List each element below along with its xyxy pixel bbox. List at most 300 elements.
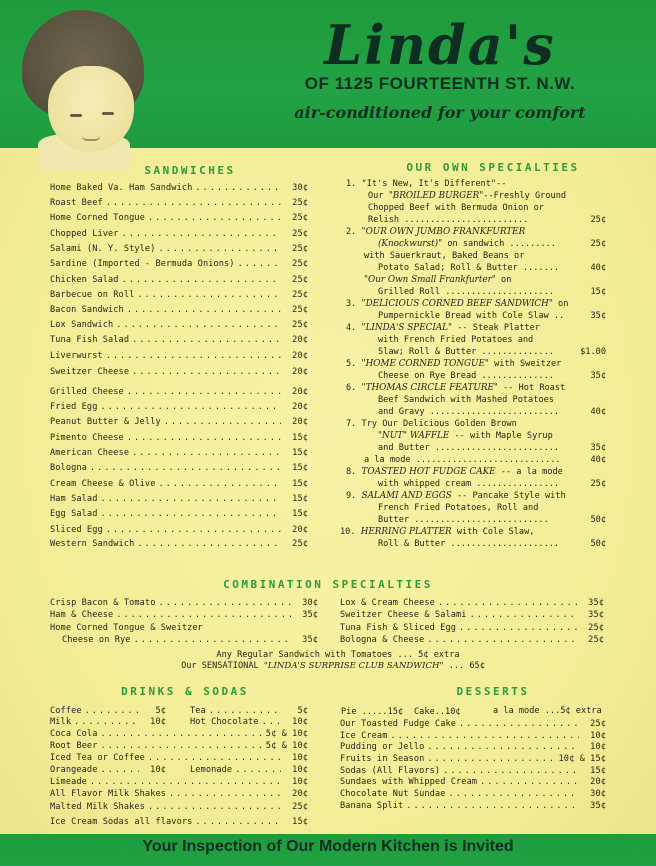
drink-item	[50, 706, 166, 717]
dot-leader	[127, 387, 281, 398]
club-note-prefix: Our SENSATIONAL	[181, 661, 264, 671]
item-price: 35¢	[588, 598, 604, 608]
sandwich-item	[50, 229, 308, 240]
specialty-name: "LINDA'S SPECIAL"	[361, 323, 453, 333]
item-price: 10¢	[150, 717, 166, 727]
item-price: 35¢	[302, 635, 318, 645]
dot-leader	[209, 706, 281, 717]
item-price: 25¢	[292, 802, 308, 812]
dot-leader	[235, 765, 281, 776]
dot-leader	[85, 706, 139, 717]
specialty-name: "BROILED BURGER"	[388, 191, 484, 201]
item-name: Fruits in Season	[340, 754, 425, 764]
specialty-price: 40¢	[590, 263, 606, 273]
dot-leader	[262, 717, 281, 728]
specialty-price: 35¢	[590, 311, 606, 321]
sandwich-item	[50, 463, 308, 474]
specialty-line	[346, 383, 565, 394]
item-name: Sardine (Imported - Bermuda Onions)	[50, 259, 235, 269]
dot-leader	[74, 717, 139, 728]
specialty-number: 3.	[346, 299, 357, 309]
sandwich-item	[50, 320, 308, 331]
specialty-number: 8.	[346, 467, 357, 477]
item-name: Limeade	[50, 777, 87, 787]
item-name: Pudding or Jello	[340, 742, 425, 752]
drink-item	[190, 717, 308, 728]
specialty-price: 40¢	[590, 407, 606, 417]
specialty-name: (Knockwurst)"	[378, 239, 443, 249]
drink-item	[50, 777, 308, 788]
item-price: 20¢	[292, 417, 308, 427]
specialty-price: $1.00	[580, 347, 606, 357]
item-name: Salami (N. Y. Style)	[50, 244, 156, 254]
item-price: 5¢	[155, 706, 166, 716]
item-name: Sliced Egg	[50, 525, 103, 535]
combo-item	[340, 635, 604, 646]
dot-leader	[406, 801, 579, 812]
specialty-text: and Butter ........................	[378, 443, 560, 453]
item-price: 25¢	[292, 290, 308, 300]
item-price: 10¢	[590, 742, 606, 752]
item-price: 15¢	[292, 479, 308, 489]
item-price: 30¢	[590, 789, 606, 799]
dot-leader	[390, 731, 579, 742]
item-price: 10¢	[292, 777, 308, 787]
item-price: 15¢	[292, 433, 308, 443]
specialty-number: 10.	[340, 527, 356, 537]
dot-leader	[134, 635, 291, 646]
section-title-desserts: DESSERTS	[456, 685, 530, 698]
specialty-price: 35¢	[590, 371, 606, 381]
item-price: 20¢	[292, 387, 308, 397]
specialty-text: with whipped cream ................	[378, 479, 560, 489]
dessert-item	[340, 742, 606, 753]
specialty-text: with French Fried Potatoes and	[378, 335, 534, 345]
item-price: 15¢	[292, 509, 308, 519]
specialty-line	[378, 539, 559, 550]
drink-item	[50, 729, 308, 740]
specialty-line	[346, 227, 525, 238]
item-price: 25¢	[292, 275, 308, 285]
drink-item	[50, 741, 308, 752]
specialty-line	[378, 407, 559, 418]
dot-leader	[127, 433, 281, 444]
item-price: 25¢	[588, 635, 604, 645]
item-price: 25¢	[292, 244, 308, 254]
specialty-line	[378, 515, 549, 526]
item-name: Ice Cream Sodas all flavors	[50, 817, 193, 827]
dot-leader	[106, 351, 281, 362]
combo-item	[50, 598, 318, 609]
specialty-text: Chopped Beef with Bermuda Onion or	[368, 203, 544, 213]
drink-item	[50, 789, 308, 800]
dot-leader	[116, 610, 291, 621]
item-name: Root Beer	[50, 741, 98, 751]
specialty-text: Beef Sandwich with Mashed Potatoes	[378, 395, 554, 405]
specialty-number: 5.	[346, 359, 357, 369]
item-name: Western Sandwich	[50, 539, 135, 549]
specialty-text: with Cole Slaw,	[451, 527, 535, 537]
specialty-name: "HOME CORNED TONGUE"	[361, 359, 489, 369]
sandwich-item	[50, 539, 308, 550]
item-price: 35¢	[588, 610, 604, 620]
dot-leader	[100, 494, 281, 505]
specialty-line	[378, 335, 533, 346]
item-price: 30¢	[292, 183, 308, 193]
specialty-text: Potato Salad; Roll & Butter .......	[378, 263, 560, 273]
dot-leader	[106, 198, 281, 209]
specialty-line	[378, 239, 556, 250]
item-price: 25¢	[588, 623, 604, 633]
sandwich-item	[50, 275, 308, 286]
sandwich-item	[50, 351, 308, 362]
item-price: 25¢	[292, 320, 308, 330]
specialty-line	[346, 299, 568, 310]
specialty-number: 6.	[346, 383, 357, 393]
item-price: 5¢ & 10¢	[265, 729, 308, 739]
item-name: Orangeade	[50, 765, 98, 775]
specialty-line	[346, 419, 517, 430]
dot-leader	[158, 598, 291, 609]
specialty-name: TOASTED HOT FUDGE CAKE	[361, 467, 496, 477]
item-price: 20¢	[292, 789, 308, 799]
sandwich-item	[50, 494, 308, 505]
item-name: Sodas (All Flavors)	[340, 766, 441, 776]
item-name: Our Toasted Fudge Cake	[340, 719, 457, 729]
section-title-drinks: DRINKS & SODAS	[121, 685, 249, 698]
specialty-prefix: Our	[368, 191, 389, 201]
item-price: 20¢	[292, 525, 308, 535]
item-price: 10¢	[292, 753, 308, 763]
specialty-price: 15¢	[590, 287, 606, 297]
item-name: Lemonade	[190, 765, 233, 775]
dot-leader	[195, 183, 281, 194]
dot-leader	[90, 777, 281, 788]
specialty-text: and Gravy .........................	[378, 407, 560, 417]
drink-item	[50, 717, 166, 728]
item-price: 15¢	[292, 817, 308, 827]
item-name: Chopped Liver	[50, 229, 119, 239]
portrait-photo	[18, 6, 146, 170]
item-name: Tea	[190, 706, 206, 716]
specialty-number: 2.	[346, 227, 357, 237]
dessert-item	[340, 801, 606, 812]
dessert-pie-price: Pie .....15¢	[341, 707, 404, 717]
specialty-text: Cheese on Rye Bread ..............	[378, 371, 554, 381]
dot-leader	[470, 610, 577, 621]
specialty-line	[364, 251, 524, 262]
specialty-line	[378, 371, 554, 382]
sandwich-item	[50, 509, 308, 520]
dot-leader	[137, 539, 281, 550]
specialty-number: 9.	[346, 491, 357, 501]
item-price: 35¢	[590, 801, 606, 811]
sandwich-item	[50, 290, 308, 301]
item-name: Lox Sandwich	[50, 320, 114, 330]
dot-leader	[448, 789, 579, 800]
specialty-line	[346, 323, 540, 334]
item-name: Egg Salad	[50, 509, 98, 519]
item-name: Crisp Bacon & Tomato	[50, 598, 156, 608]
item-name: Bologna & Cheese	[340, 635, 425, 645]
specialty-line	[346, 491, 566, 502]
item-name: Chicken Salad	[50, 275, 119, 285]
item-price: 15¢	[292, 463, 308, 473]
item-name: Home Baked Va. Ham Sandwich	[50, 183, 193, 193]
dessert-item	[340, 754, 606, 765]
item-price: 25¢	[292, 305, 308, 315]
specialty-text: Butter ..........................	[378, 515, 549, 525]
dot-leader	[132, 448, 281, 459]
specialty-line	[378, 443, 559, 454]
specialty-text: Relish ........................	[368, 215, 529, 225]
specialty-line	[364, 455, 561, 466]
sandwich-item	[50, 244, 308, 255]
item-name: Home Corned Tongue	[50, 213, 145, 223]
item-price: 20¢	[292, 335, 308, 345]
item-name: All Flavor Milk Shakes	[50, 789, 167, 799]
item-name: Home Corned Tongue & Sweitzer	[50, 623, 203, 633]
sandwich-item	[50, 335, 308, 346]
sandwich-item	[50, 448, 308, 459]
item-price: 20¢	[292, 351, 308, 361]
dot-leader	[195, 817, 281, 828]
sandwich-item	[50, 387, 308, 398]
item-price: 25¢	[590, 719, 606, 729]
specialty-line	[378, 431, 553, 442]
item-name: Tuna Fish & Sliced Egg	[340, 623, 457, 633]
specialty-number: 7.	[346, 419, 357, 429]
item-price: 10¢	[292, 717, 308, 727]
item-name: Tuna Fish Salad	[50, 335, 130, 345]
specialty-price: 25¢	[590, 479, 606, 489]
item-price: 5¢ & 10¢	[265, 741, 308, 751]
specialty-text: Try Our Delicious Golden Brown	[361, 419, 517, 429]
footer-banner	[0, 834, 656, 866]
specialty-text: Pumpernickle Bread with Cole Slaw ..	[378, 311, 565, 321]
dot-leader	[137, 290, 281, 301]
dot-leader	[132, 335, 281, 346]
item-name: Iced Tea or Coffee	[50, 753, 145, 763]
item-price: 10¢ & 15¢	[558, 754, 606, 764]
item-name: Banana Split	[340, 801, 404, 811]
dot-leader	[148, 802, 281, 813]
item-name: Hot Chocolate	[190, 717, 259, 727]
dot-leader	[100, 765, 139, 776]
specialty-text: Roll & Butter .....................	[378, 539, 560, 549]
specialty-line	[378, 395, 554, 406]
specialty-line	[340, 527, 534, 538]
restaurant-address: OF 1125 FOURTEENTH ST. N.W.	[304, 74, 576, 93]
specialty-line	[368, 191, 566, 202]
item-name: Coffee	[50, 706, 82, 716]
drink-item	[50, 802, 308, 813]
specialty-text: "It's New, It's Different"--	[361, 179, 507, 189]
item-name: Sundaes with Whipped Cream	[340, 777, 478, 787]
tomato-note: Any Regular Sandwich with Tomatoes ... 5¢ extra	[216, 650, 460, 660]
item-price: 35¢	[302, 610, 318, 620]
club-sandwich-note	[0, 661, 656, 672]
specialty-line	[346, 467, 563, 478]
specialty-text: on	[552, 299, 569, 309]
specialty-name: SALAMI AND EGGS	[361, 491, 452, 501]
specialty-price: 50¢	[590, 539, 606, 549]
dot-leader	[116, 320, 281, 331]
item-name: Cheese on Rye	[62, 635, 131, 645]
specialty-price: 25¢	[590, 215, 606, 225]
item-price: 25¢	[292, 259, 308, 269]
dot-leader	[164, 417, 281, 428]
item-name: Bologna	[50, 463, 87, 473]
dot-leader	[438, 598, 577, 609]
drink-item	[50, 753, 308, 764]
dot-leader	[100, 402, 281, 413]
specialty-text: with Sauerkraut, Baked Beans or	[364, 251, 525, 261]
specialty-line	[346, 179, 506, 190]
item-name: Malted Milk Shakes	[50, 802, 145, 812]
specialty-text: -- Steak Platter	[452, 323, 541, 333]
combo-item	[62, 635, 318, 646]
specialty-number: 1.	[346, 179, 357, 189]
item-name: Bacon Sandwich	[50, 305, 124, 315]
specialty-text: French Fried Potatoes, Roll and	[378, 503, 539, 513]
specialty-line	[368, 203, 544, 214]
combo-item	[50, 623, 318, 634]
sandwich-item	[50, 305, 308, 316]
item-name: Ham & Cheese	[50, 610, 114, 620]
item-name: Barbecue on Roll	[50, 290, 135, 300]
photo-eye	[102, 112, 114, 115]
item-price: 30¢	[302, 598, 318, 608]
specialty-text: --Freshly Ground	[483, 191, 567, 201]
drink-item	[190, 706, 308, 717]
item-name: Liverwurst	[50, 351, 103, 361]
dot-leader	[427, 742, 579, 753]
item-name: Grilled Cheese	[50, 387, 124, 397]
club-note-name: "LINDA'S SURPRISE CLUB SANDWICH"	[263, 661, 444, 671]
sandwich-item	[50, 183, 308, 194]
dessert-cake-price: Cake..10¢	[414, 707, 461, 717]
dot-leader	[443, 766, 579, 777]
sandwich-item	[50, 259, 308, 270]
item-price: 25¢	[292, 198, 308, 208]
item-price: 20¢	[292, 402, 308, 412]
combo-item	[340, 598, 604, 609]
sandwich-item	[50, 198, 308, 209]
item-price: 25¢	[292, 213, 308, 223]
sandwich-item	[50, 433, 308, 444]
dot-leader	[122, 229, 281, 240]
specialty-name: "Our Own Small Frankfurter"	[364, 275, 496, 285]
dot-leader	[480, 777, 579, 788]
item-name: Ice Cream	[340, 731, 388, 741]
dot-leader	[169, 789, 281, 800]
combo-item	[50, 610, 318, 621]
dot-leader	[459, 719, 579, 730]
restaurant-name: Linda's	[324, 13, 556, 77]
dot-leader	[238, 259, 281, 270]
item-name: Lox & Cream Cheese	[340, 598, 435, 608]
item-price: 20¢	[292, 367, 308, 377]
specialty-line	[346, 359, 561, 370]
dessert-item	[340, 766, 606, 777]
combo-item	[340, 623, 604, 634]
tagline: air-conditioned for your comfort	[294, 103, 586, 122]
dot-leader	[122, 275, 281, 286]
item-name: Cream Cheese & Olive	[50, 479, 156, 489]
combo-item	[340, 610, 604, 621]
dot-leader	[427, 754, 555, 765]
dessert-item	[340, 777, 606, 788]
dot-leader	[427, 635, 577, 646]
photo-mouth	[82, 136, 100, 141]
club-note-price: ... 65¢	[443, 661, 485, 671]
drink-item	[190, 765, 308, 776]
specialty-line	[378, 347, 554, 358]
dot-leader	[148, 753, 281, 764]
item-price: 10¢	[150, 765, 166, 775]
specialty-text: -- Hot Roast	[497, 383, 566, 393]
specialty-price: 35¢	[590, 443, 606, 453]
sandwich-item	[50, 367, 308, 378]
specialty-text: a la mode ............................	[364, 455, 561, 465]
item-price: 15¢	[590, 766, 606, 776]
item-price: 15¢	[292, 494, 308, 504]
drink-item	[50, 817, 308, 828]
dot-leader	[459, 623, 577, 634]
dot-leader	[158, 479, 281, 490]
specialty-text: -- a la mode	[495, 467, 563, 477]
item-name: Pimento Cheese	[50, 433, 124, 443]
specialty-number: 4.	[346, 323, 357, 333]
item-name: Ham Salad	[50, 494, 98, 504]
specialty-text: Grilled Roll .....................	[378, 287, 554, 297]
specialty-line	[378, 311, 564, 322]
dessert-item	[340, 719, 606, 730]
specialty-line	[364, 275, 511, 286]
specialty-line	[368, 215, 528, 226]
item-price: 10¢	[292, 765, 308, 775]
item-name: Roast Beef	[50, 198, 103, 208]
drink-item	[50, 765, 166, 776]
dessert-item	[340, 731, 606, 742]
sandwich-item	[50, 525, 308, 536]
specialty-name: "OUR OWN JUMBO FRANKFURTER	[361, 227, 526, 237]
specialty-text: Slaw; Roll & Butter ..............	[378, 347, 554, 357]
specialty-line	[378, 479, 559, 490]
sandwich-item	[50, 417, 308, 428]
item-price: 10¢	[590, 731, 606, 741]
dot-leader	[127, 305, 281, 316]
specialty-line	[378, 263, 559, 274]
dessert-item	[340, 789, 606, 800]
dot-leader	[100, 729, 262, 740]
item-name: Sweitzer Cheese	[50, 367, 130, 377]
section-title-sandwiches: SANDWICHES	[144, 164, 236, 177]
specialty-name: "DELICIOUS CORNED BEEF SANDWICH"	[361, 299, 553, 309]
dot-leader	[148, 213, 281, 224]
item-name: Chocolate Nut Sundae	[340, 789, 446, 799]
item-price: 20¢	[590, 777, 606, 787]
specialty-name: "NUT" WAFFLE	[378, 431, 450, 441]
specialty-text: -- Pancake Style with	[451, 491, 566, 501]
item-price: 25¢	[292, 229, 308, 239]
specialty-line	[378, 503, 538, 514]
item-name: Peanut Butter & Jelly	[50, 417, 161, 427]
item-name: Milk	[50, 717, 72, 727]
specialty-text: on	[495, 275, 512, 285]
specialty-text: -- with Maple Syrup	[449, 431, 553, 441]
